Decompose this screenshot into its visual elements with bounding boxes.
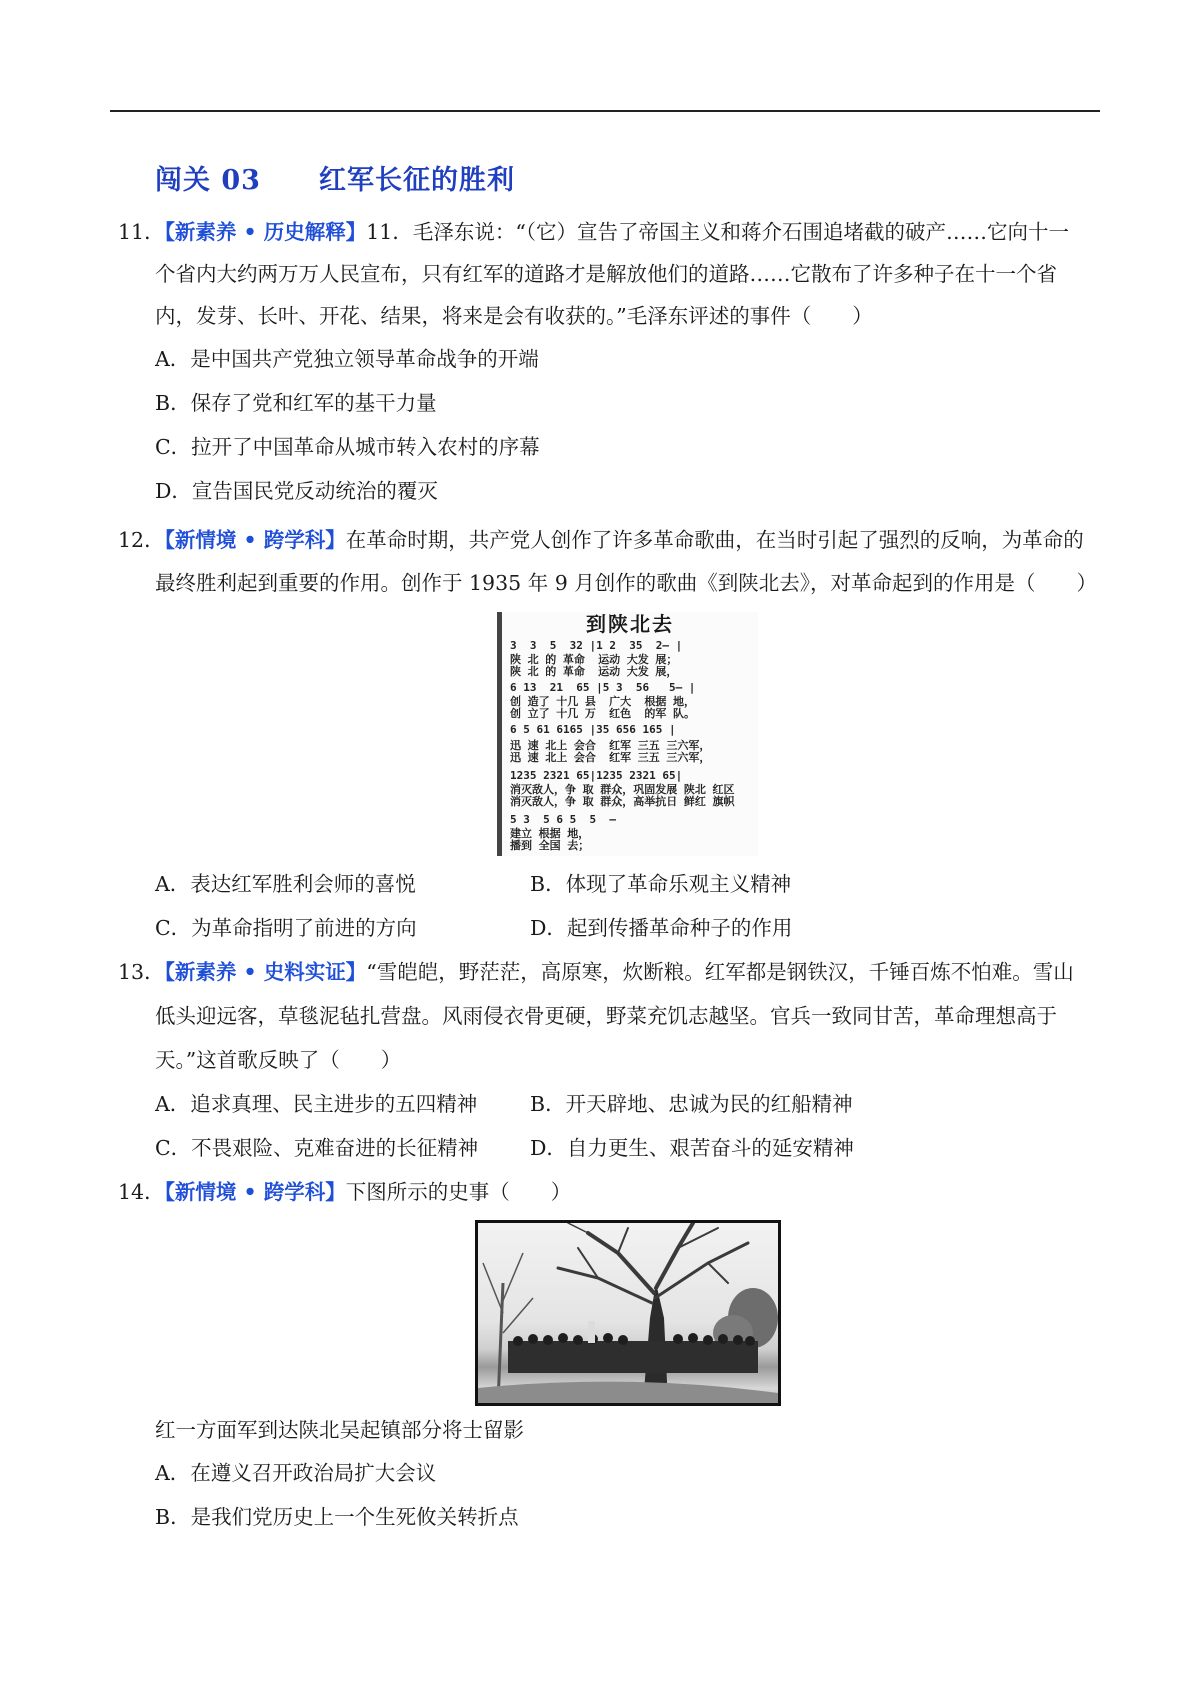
q13-text-1: “雪皑皑，野茫茫，高原寒，炊断粮。红军都是钢铁汉，千锤百炼不怕难。雪山 <box>366 960 1074 984</box>
score-row-10: 1235 2321 65|1235 2321 65| <box>510 769 683 782</box>
q11-number: 11． <box>118 220 165 244</box>
q12-option-b: B．体现了革命乐观主义精神 <box>530 872 792 896</box>
score-row-12: 消灭敌人，争 取 群众，高举抗日 鲜红 旗帜 <box>510 795 735 808</box>
section-heading: 红军长征的胜利 <box>318 165 515 196</box>
photo-caption: 红一方面军到达陕北吴起镇部分将士留影 <box>155 1418 524 1442</box>
score-row-14: 建立 根据 地， <box>510 827 590 840</box>
section-number: 闯关 03 <box>155 165 261 196</box>
q13-option-d: D．自力更生、艰苦奋斗的延安精神 <box>530 1136 854 1160</box>
music-score-title: 到陕北去 <box>586 612 674 636</box>
q14-tag: 【新情境 • 跨学科】 <box>164 1180 346 1204</box>
q14-option-b: B．是我们党历史上一个生死攸关转折点 <box>155 1505 519 1529</box>
q12-number: 12． <box>118 528 165 552</box>
score-row-1: 3 3 5 32 |1 2 35 2— | <box>510 639 683 652</box>
score-row-7: 6 5 61 6165 |35 656 165 | <box>510 723 676 736</box>
header-rule <box>110 110 1100 112</box>
q11-option-d: D．宣告国民党反动统治的覆灭 <box>155 479 438 503</box>
q11-line-1 <box>118 218 1069 246</box>
q11-tag: 【新素养 • 历史解释】 <box>164 220 367 244</box>
q11-text-1: 11．毛泽东说：“（它）宣告了帝国主义和蒋介石围追堵截的破产……它向十一 <box>366 220 1070 244</box>
q14-line-1 <box>118 1178 571 1206</box>
q11-option-b: B．保存了党和红军的基干力量 <box>155 391 437 415</box>
score-row-6: 创 立了 十几 万 红色 的军 队。 <box>510 707 695 720</box>
q13-tag: 【新素养 • 史料实证】 <box>164 960 367 984</box>
score-row-11: 消灭敌人，争 取 群众，巩固发展 陕北 红区 <box>510 783 735 796</box>
q12-option-d: D．起到传播革命种子的作用 <box>530 916 793 940</box>
score-row-2: 陕 北 的 革命 运动 大发 展； <box>510 653 678 666</box>
q11-option-a: A．是中国共产党独立领导革命战争的开端 <box>155 347 539 371</box>
q12-line-1 <box>118 526 1084 554</box>
score-row-8: 迅 速 北上 会合 红军 三五 三六军， <box>510 739 711 752</box>
q13-option-a: A．追求真理、民主进步的五四精神 <box>155 1092 478 1116</box>
q13-option-b: B．开天辟地、忠诚为民的红船精神 <box>530 1092 853 1116</box>
q12-line-2: 最终胜利起到重要的作用。创作于 1935 年 9 月创作的歌曲《到陕北去》，对革命起到的作用是（ ） <box>155 571 1098 595</box>
score-row-13: 5 3 5 6 5 5 — <box>510 813 616 826</box>
q11-line-2: 个省内大约两万万人民宣布，只有红军的道路才是解放他们的道路……它散布了许多种子在十一个省 <box>155 262 1057 286</box>
score-row-4: 6 13 21 65 |5 3 56 5— | <box>510 681 696 694</box>
q12-option-a: A．表达红军胜利会师的喜悦 <box>155 872 416 896</box>
score-row-15: 播到 全国 去； <box>510 839 590 852</box>
q11-line-3: 内，发芽、长叶、开花、结果，将来是会有收获的。”毛泽东评述的事件（ ） <box>155 304 873 328</box>
q12-option-c: C．为革命指明了前进的方向 <box>155 916 417 940</box>
q14-option-a: A．在遵义召开政治局扩大会议 <box>155 1461 437 1485</box>
q14-text: 下图所示的史事（ ） <box>345 1180 572 1204</box>
q12-tag: 【新情境 • 跨学科】 <box>164 528 346 552</box>
score-row-9: 迅 速 北上 会合 红军 三五 三六军， <box>510 751 711 764</box>
q14-number: 14． <box>118 1180 165 1204</box>
q13-line-1 <box>118 958 1074 986</box>
score-row-3: 陕 北 的 革命 运动 大发 展， <box>510 665 678 678</box>
score-row-5: 创 造了 十几 县 广大 根据 地， <box>510 695 695 708</box>
q13-option-c: C．不畏艰险、克难奋进的长征精神 <box>155 1136 479 1160</box>
q11-option-c: C．拉开了中国革命从城市转入农村的序幕 <box>155 435 540 459</box>
q12-text-1: 在革命时期，共产党人创作了许多革命歌曲，在当时引起了强烈的反响，为革命的 <box>345 528 1084 552</box>
section-title <box>155 158 515 197</box>
q13-line-2: 低头迎远客，草毯泥毡扎营盘。风雨侵衣骨更硬，野菜充饥志越坚。官兵一致同甘苦，革命理想高于 <box>155 1004 1057 1028</box>
historical-photo <box>475 1220 781 1406</box>
q13-number: 13． <box>118 960 165 984</box>
q13-line-3: 天。”这首歌反映了（ ） <box>155 1048 402 1072</box>
historical-photo-drawing <box>478 1223 778 1403</box>
